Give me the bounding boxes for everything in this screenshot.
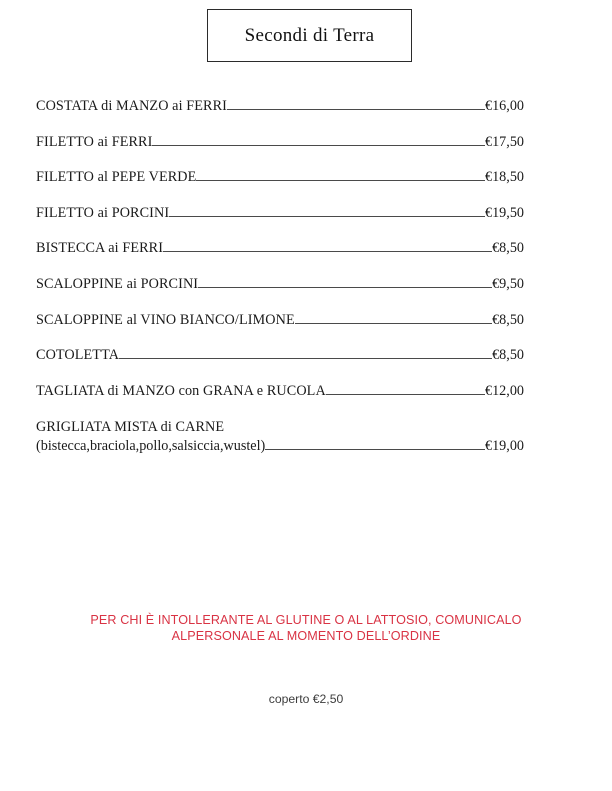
- leader-line: [326, 394, 485, 395]
- menu-item-price: €16,00: [484, 98, 524, 114]
- leader-line: [295, 323, 492, 324]
- leader-line: [169, 216, 485, 217]
- allergen-notice-line-1: PER CHI È INTOLLERANTE AL GLUTINE O AL LATTOSIO, COMUNICALO: [90, 613, 522, 627]
- menu-item-row: [36, 347, 524, 383]
- menu-item-name: FILETTO al PEPE VERDE: [36, 169, 197, 186]
- menu-item-name: COTOLETTA: [36, 347, 120, 364]
- menu-list: [36, 98, 524, 456]
- allergen-notice: [0, 613, 612, 644]
- menu-item-price: €17,50: [484, 133, 524, 150]
- leader-line: [152, 145, 485, 146]
- page-title: Secondi di Terra: [244, 24, 375, 46]
- menu-item-price: €12,00: [484, 382, 524, 399]
- menu-title-box: [207, 9, 412, 62]
- menu-item-row: [36, 134, 524, 170]
- allergen-notice-line-2: ALPERSONALE AL MOMENTO DELL’ORDINE: [171, 628, 441, 643]
- menu-item-description-row: [36, 437, 524, 456]
- menu-item-row-combo: [36, 418, 524, 456]
- menu-item-row: [36, 240, 524, 276]
- menu-item-price: €19,50: [484, 204, 524, 221]
- menu-item-name: TAGLIATA di MANZO con GRANA e RUCOLA: [36, 382, 326, 399]
- menu-item-row: [36, 276, 524, 312]
- menu-item-price: €18,50: [484, 169, 524, 186]
- leader-line: [227, 109, 485, 110]
- menu-item-name: BISTECCA ai FERRI: [36, 240, 164, 257]
- menu-item-row: [36, 169, 524, 205]
- menu-item-name: FILETTO ai FERRI: [36, 133, 153, 150]
- menu-item-row: [36, 98, 524, 134]
- menu-item-price: €19,00: [484, 438, 524, 455]
- menu-item-price: €8,50: [492, 240, 524, 257]
- leader-line: [196, 180, 485, 181]
- menu-item-name: GRIGLIATA MISTA di CARNE: [36, 419, 225, 436]
- menu-item-row: [36, 205, 524, 241]
- leader-line: [265, 449, 485, 450]
- leader-line: [163, 251, 492, 252]
- menu-item-price: €8,50: [492, 347, 524, 364]
- menu-item-name: FILETTO ai PORCINI: [36, 204, 170, 221]
- menu-item-description: (bistecca,braciola,pollo,salsiccia,wustel): [36, 438, 266, 455]
- cover-charge-footer: coperto €2,50: [268, 692, 344, 706]
- menu-item-row: [36, 312, 524, 348]
- menu-item-name: COSTATA di MANZO ai FERRI: [36, 98, 227, 114]
- leader-line: [198, 287, 492, 288]
- menu-item-price: €8,50: [492, 311, 524, 328]
- menu-item-row: [36, 383, 524, 419]
- menu-item-name: SCALOPPINE ai PORCINI: [36, 275, 199, 292]
- menu-item-name: SCALOPPINE al VINO BIANCO/LIMONE: [36, 311, 295, 328]
- leader-line: [119, 358, 492, 359]
- menu-item-price: €9,50: [492, 275, 524, 292]
